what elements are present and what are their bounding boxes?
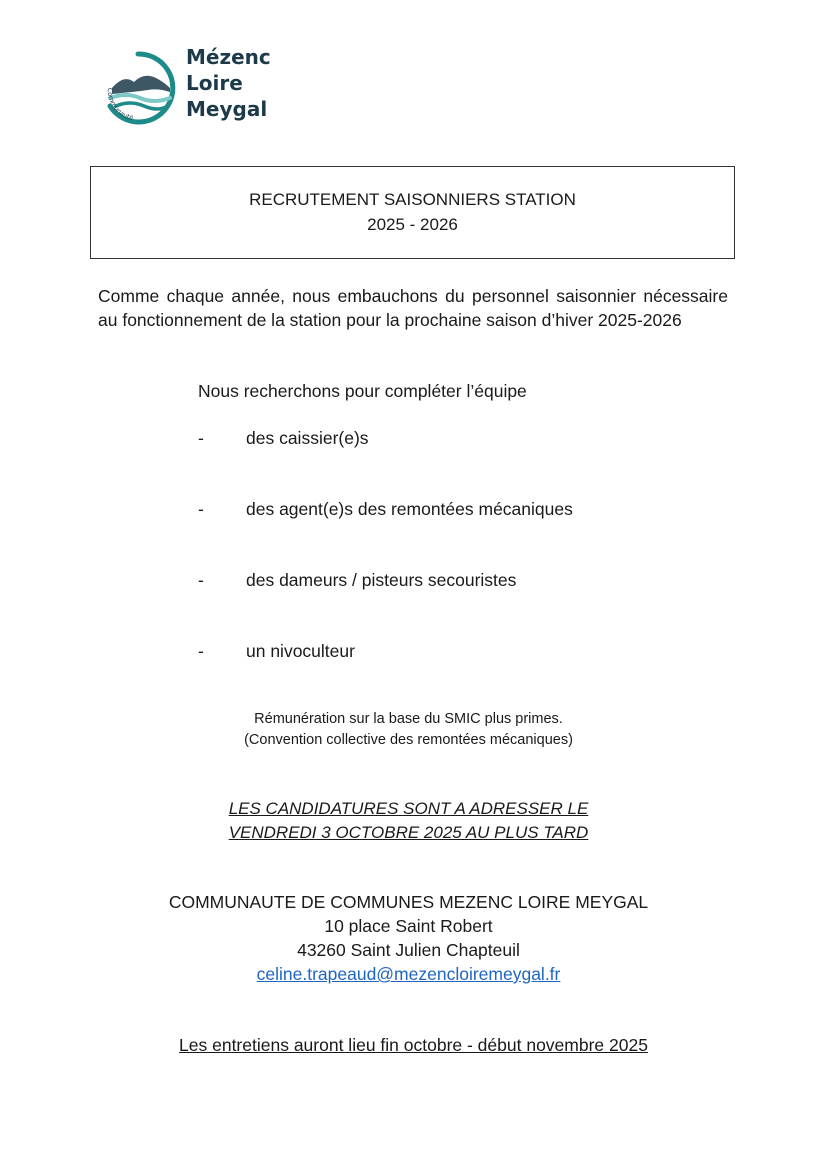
logo-wordmark bbox=[186, 44, 271, 122]
organization-logo bbox=[98, 44, 288, 130]
logo-line-1: Mézenc bbox=[186, 45, 271, 69]
street-address: 10 place Saint Robert bbox=[324, 916, 493, 936]
page-subtitle-season: 2025 - 2026 bbox=[367, 215, 458, 234]
intro-paragraph: Comme chaque année, nous embauchons du personnel saisonnier nécessaire au fonctionnement de la station pour la prochaine saison d’hiver 2025-2026 bbox=[98, 286, 728, 330]
list-dash: - bbox=[198, 428, 204, 448]
logo-line-2: Loire bbox=[186, 71, 243, 95]
list-dash: - bbox=[198, 570, 204, 590]
interviews-note: Les entretiens auront lieu fin octobre - début novembre 2025 bbox=[179, 1035, 648, 1055]
city-address: 43260 Saint Julien Chapteuil bbox=[297, 940, 520, 960]
page-title: RECRUTEMENT SAISONNIERS STATION bbox=[249, 190, 576, 209]
list-dash: - bbox=[198, 641, 204, 661]
list-item bbox=[198, 497, 573, 521]
job-label: un nivoculteur bbox=[246, 641, 355, 661]
deadline-line-2: VENDREDI 3 OCTOBRE 2025 AU PLUS TARD bbox=[228, 823, 589, 842]
list-item bbox=[198, 426, 369, 450]
pay-line-2: (Convention collective des remontées mécaniques) bbox=[244, 732, 573, 748]
email-link[interactable]: celine.trapeaud@mezencloiremeygal.fr bbox=[256, 964, 561, 984]
logo-line-3: Meygal bbox=[186, 97, 268, 121]
pay-line-1: Rémunération sur la base du SMIC plus primes. bbox=[254, 711, 563, 727]
lead-text: Nous recherchons pour compléter l’équipe bbox=[198, 381, 527, 401]
organization-name: COMMUNAUTE DE COMMUNES MEZENC LOIRE MEYGAL bbox=[168, 892, 649, 912]
contact-address bbox=[0, 890, 827, 986]
list-item bbox=[198, 568, 516, 592]
deadline-line-1: LES CANDIDATURES SONT A ADRESSER LE bbox=[228, 799, 589, 818]
pay-info bbox=[0, 709, 827, 751]
list-item bbox=[198, 639, 355, 663]
application-deadline bbox=[0, 797, 827, 845]
list-dash: - bbox=[198, 499, 204, 519]
job-label: des agent(e)s des remontées mécaniques bbox=[246, 499, 573, 519]
logo-ring-text: Communauté bbox=[105, 87, 135, 123]
logo-mountain-river-icon bbox=[98, 48, 178, 128]
title-box bbox=[90, 166, 735, 259]
job-label: des dameurs / pisteurs secouristes bbox=[246, 570, 517, 590]
job-label: des caissier(e)s bbox=[246, 428, 369, 448]
